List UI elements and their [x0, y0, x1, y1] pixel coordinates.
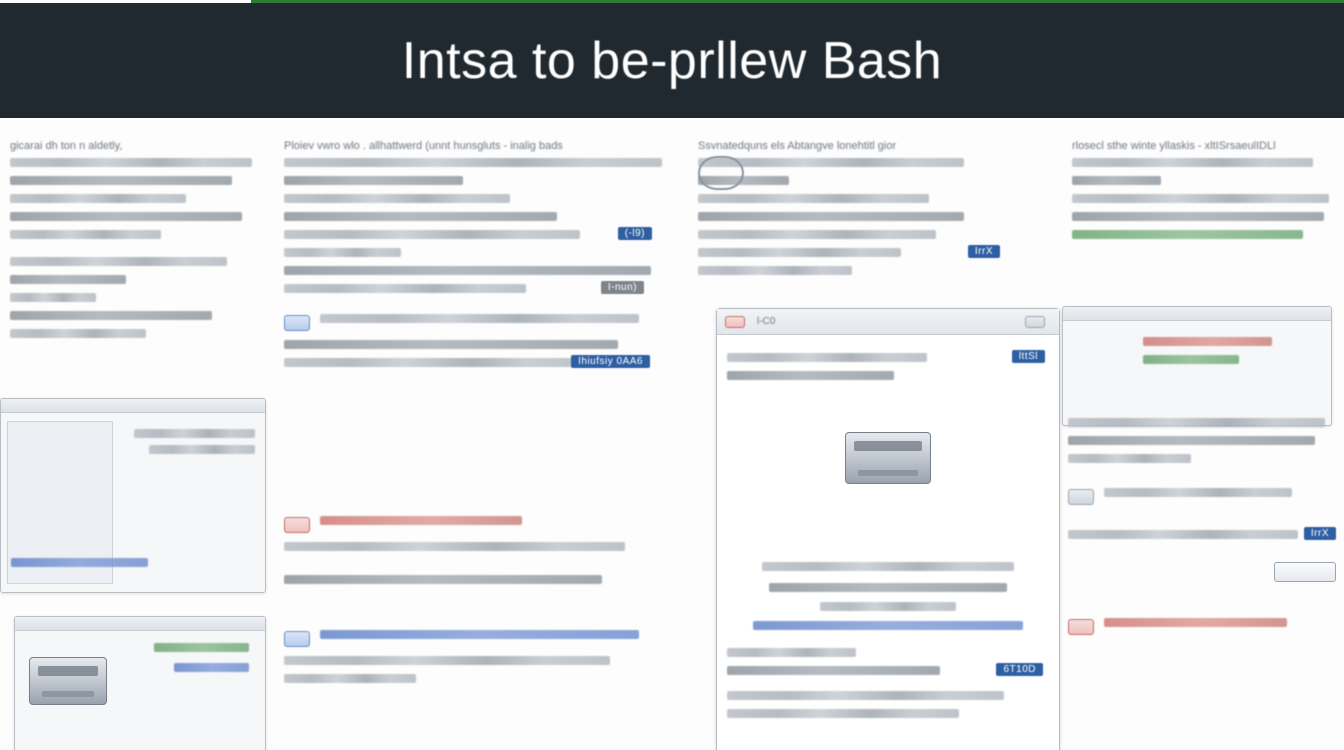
text-line [10, 275, 126, 284]
printer-icon [727, 432, 1049, 484]
action-button[interactable] [1274, 562, 1336, 582]
screenshot-thumbnail-2[interactable] [14, 616, 266, 750]
column-left [0, 118, 272, 750]
text-line [727, 648, 856, 657]
column-three [688, 118, 1058, 750]
printer-icon [29, 657, 107, 705]
text-line [284, 674, 416, 683]
inline-badge: (-l9) [618, 227, 652, 240]
text-line [698, 212, 964, 221]
dialog-footer-badge: 6T10D [996, 663, 1043, 676]
text-line [1104, 618, 1286, 627]
text-line [284, 176, 463, 185]
text-line [149, 445, 255, 454]
text-line [284, 358, 587, 367]
text-line [698, 194, 929, 203]
text-line [284, 266, 651, 275]
text-line [320, 314, 638, 323]
text-line [698, 230, 936, 239]
alert-icon[interactable] [1068, 619, 1094, 635]
dialog-title: l-C0 [757, 316, 776, 327]
screenshot-thumbnail-1[interactable] [0, 398, 266, 593]
text-line [1072, 230, 1303, 239]
dialog-body [717, 335, 1059, 737]
warning-icon[interactable] [284, 517, 310, 533]
minimize-icon[interactable] [1025, 316, 1045, 328]
page-title: Intsa to be-prllew Bash [401, 31, 943, 90]
inline-badge: Ihiufsiy 0AA6 [571, 355, 650, 368]
note-icon[interactable] [284, 315, 310, 331]
text-line [134, 429, 255, 438]
text-line [727, 709, 959, 718]
thumbnail-titlebar [1, 399, 265, 413]
search-icon [698, 156, 744, 190]
text-line [698, 248, 901, 257]
page-content [0, 118, 1344, 750]
paragraph-text: Ploiev vwro wlo . allhattwerd (unnt hunsgluts - inalig bads [284, 140, 563, 152]
hyperlink-line[interactable] [753, 621, 1023, 630]
text-line [284, 194, 510, 203]
dialog-header-badge: lttSl [1012, 350, 1045, 363]
text-line [10, 293, 96, 302]
text-line [284, 542, 625, 551]
text-line [10, 230, 161, 239]
close-icon[interactable] [725, 316, 745, 328]
text-line [10, 212, 242, 221]
text-line [1072, 194, 1329, 203]
paragraph-text: gicarai dh ton n aldetly, [10, 140, 123, 152]
text-line [1072, 176, 1161, 185]
text-line [320, 516, 522, 525]
text-line [174, 663, 249, 672]
paragraph-text: Ssvnatedquns els Abtangve lonehtitl gior [698, 140, 897, 152]
page-header [0, 3, 1344, 118]
text-line [10, 176, 232, 185]
text-line [1072, 212, 1324, 221]
thumbnail-titlebar [1063, 307, 1331, 321]
dialog-panel[interactable] [716, 308, 1060, 750]
text-line [727, 691, 1004, 700]
text-line [10, 329, 146, 338]
text-line [284, 230, 580, 239]
paragraph-text: rlosecl sthe winte yllaskis - xltISrsaeulIDLl [1072, 140, 1276, 152]
text-line [10, 194, 186, 203]
inline-badge: IrrX [1304, 527, 1336, 540]
text-line [284, 212, 557, 221]
text-line [284, 656, 610, 665]
link-icon[interactable] [284, 631, 310, 647]
text-line [1068, 530, 1298, 539]
text-line [727, 371, 894, 380]
dialog-titlebar [717, 309, 1059, 335]
screenshot-thumbnail-3[interactable] [1062, 306, 1332, 426]
text-line [820, 602, 955, 611]
hyperlink-line[interactable] [320, 630, 638, 639]
column-two [274, 118, 684, 750]
text-line [769, 583, 1007, 592]
text-line [284, 158, 662, 167]
text-line [284, 340, 618, 349]
text-line [1072, 158, 1313, 167]
text-line [1068, 418, 1325, 427]
thumbnail-titlebar [15, 617, 265, 631]
text-line [11, 558, 148, 567]
inline-badge: IrrX [968, 245, 1000, 258]
text-line [284, 575, 602, 584]
text-line [284, 284, 526, 293]
text-line [284, 248, 401, 257]
text-line [10, 257, 227, 266]
text-line [1068, 436, 1315, 445]
grid-icon[interactable] [1068, 489, 1094, 505]
text-line [727, 353, 927, 362]
inline-badge: I-nun) [601, 281, 644, 294]
text-line [1068, 454, 1191, 463]
text-line [10, 158, 252, 167]
text-line [1143, 337, 1272, 346]
text-line [727, 666, 940, 675]
text-line [698, 266, 852, 275]
text-line [762, 562, 1013, 571]
text-line [10, 311, 212, 320]
text-line [154, 643, 249, 652]
text-line [1143, 355, 1239, 364]
text-line [1104, 488, 1292, 497]
column-right [1062, 118, 1344, 750]
